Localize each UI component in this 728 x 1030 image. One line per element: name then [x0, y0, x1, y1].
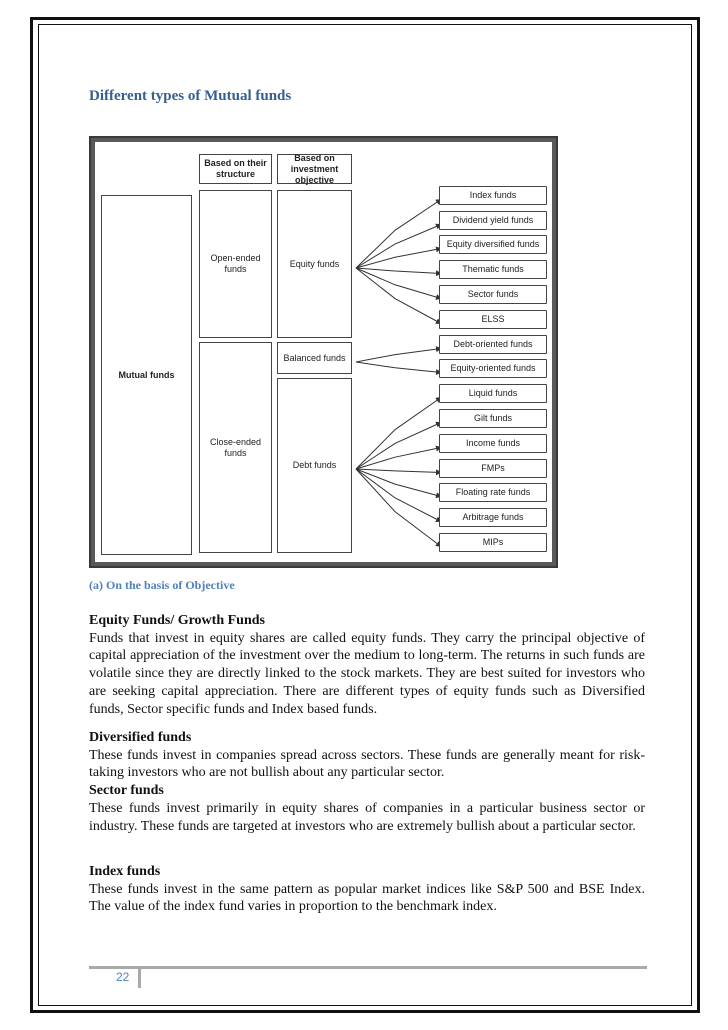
leaf-box [439, 285, 547, 304]
sector-title: Sector funds [89, 783, 164, 799]
section-heading: Different types of Mutual funds [89, 88, 292, 104]
connector-arrow [356, 469, 441, 547]
diversified-title: Diversified funds [89, 730, 192, 745]
leaf-box [439, 533, 547, 552]
leaf-box [439, 335, 547, 354]
connector-arrow [356, 225, 441, 269]
index-body: These funds invest in the same pattern as popular market indices like S&P 500 and BSE Index. The value of the index fund varies in proportion to the benchmark index. [89, 881, 645, 915]
objective-header: Based on investment objective [277, 154, 352, 184]
connector-arrow [356, 448, 441, 470]
connector-arrow [356, 200, 441, 269]
leaf-label: Liquid funds [468, 388, 518, 398]
leaf-box [439, 409, 547, 428]
root-label: Mutual funds [118, 369, 175, 380]
connector-arrow [356, 268, 441, 299]
figure-caption: (a) On the basis of Objective [89, 578, 235, 592]
balanced-funds-box: Balanced funds [277, 342, 352, 374]
leaf-label: Thematic funds [462, 264, 524, 274]
sector-body: These funds invest primarily in equity shares of companies in a particular business sector or industry. These funds are targeted at investors who are extremely bullish about a particular sector. [89, 800, 645, 834]
equity-funds-box: Equity funds [277, 190, 352, 338]
leaf-label: Equity diversified funds [446, 239, 540, 249]
leaf-box [439, 434, 547, 453]
structure-header: Based on their structure [199, 154, 272, 184]
leaf-label: Index funds [469, 190, 517, 200]
leaf-label: Equity-oriented funds [450, 363, 536, 373]
diagram-canvas [95, 142, 552, 562]
leaf-label: Income funds [465, 438, 521, 448]
equity-section [89, 612, 645, 718]
equity-title: Equity Funds/ Growth Funds [89, 613, 265, 628]
root-box [101, 195, 192, 555]
footer-separator [138, 966, 141, 988]
leaf-box [439, 310, 547, 329]
close-ended-box: Close-ended funds [199, 342, 272, 553]
connector-arrow [356, 398, 441, 470]
connector-arrow [356, 423, 441, 470]
mutual-funds-diagram [89, 136, 558, 568]
connector-arrow [356, 469, 441, 497]
diversified-section [89, 729, 645, 835]
leaf-box [439, 459, 547, 478]
leaf-label: Dividend yield funds [452, 215, 534, 225]
connector-arrow [356, 249, 441, 269]
leaf-box [439, 186, 547, 205]
connector-arrow [356, 268, 441, 274]
leaf-box [439, 508, 547, 527]
leaf-box [439, 260, 547, 279]
leaf-box [439, 359, 547, 378]
connector-arrow [356, 469, 441, 473]
leaf-box [439, 211, 547, 230]
leaf-box [439, 483, 547, 502]
leaf-label: Gilt funds [473, 413, 513, 423]
leaf-label: Debt-oriented funds [453, 339, 533, 349]
equity-body: Funds that invest in equity shares are called equity funds. They carry the principal objective of capital appreciation of the investment over the medium to long-term. The returns in such funds are volatile since they are directly linked to the stock markets. They are best suited for investors who are seeking capital appreciation. There are different types of equity funds such as Diversified funds, Sector specific funds and Index based funds. [89, 630, 645, 717]
debt-funds-box: Debt funds [277, 378, 352, 553]
leaf-label: FMPs [481, 463, 505, 473]
leaf-label: Arbitrage funds [462, 512, 524, 522]
connector-arrow [356, 268, 441, 324]
page-number: 22 [116, 970, 130, 984]
leaf-label: Sector funds [467, 289, 519, 299]
connector-arrow [356, 362, 441, 373]
index-section [89, 863, 645, 916]
footer-rule [89, 966, 647, 969]
leaf-label: MIPs [482, 537, 504, 547]
open-ended-box: Open-ended funds [199, 190, 272, 338]
leaf-box [439, 235, 547, 254]
connector-arrow [356, 349, 441, 363]
leaf-box [439, 384, 547, 403]
leaf-label: ELSS [481, 314, 505, 324]
connector-arrow [356, 469, 441, 522]
index-title: Index funds [89, 864, 161, 879]
diversified-body: These funds invest in companies spread across sectors. These funds are generally meant for risk-taking investors who are not bullish about any particular sector. [89, 747, 645, 781]
leaf-label: Floating rate funds [455, 487, 531, 497]
